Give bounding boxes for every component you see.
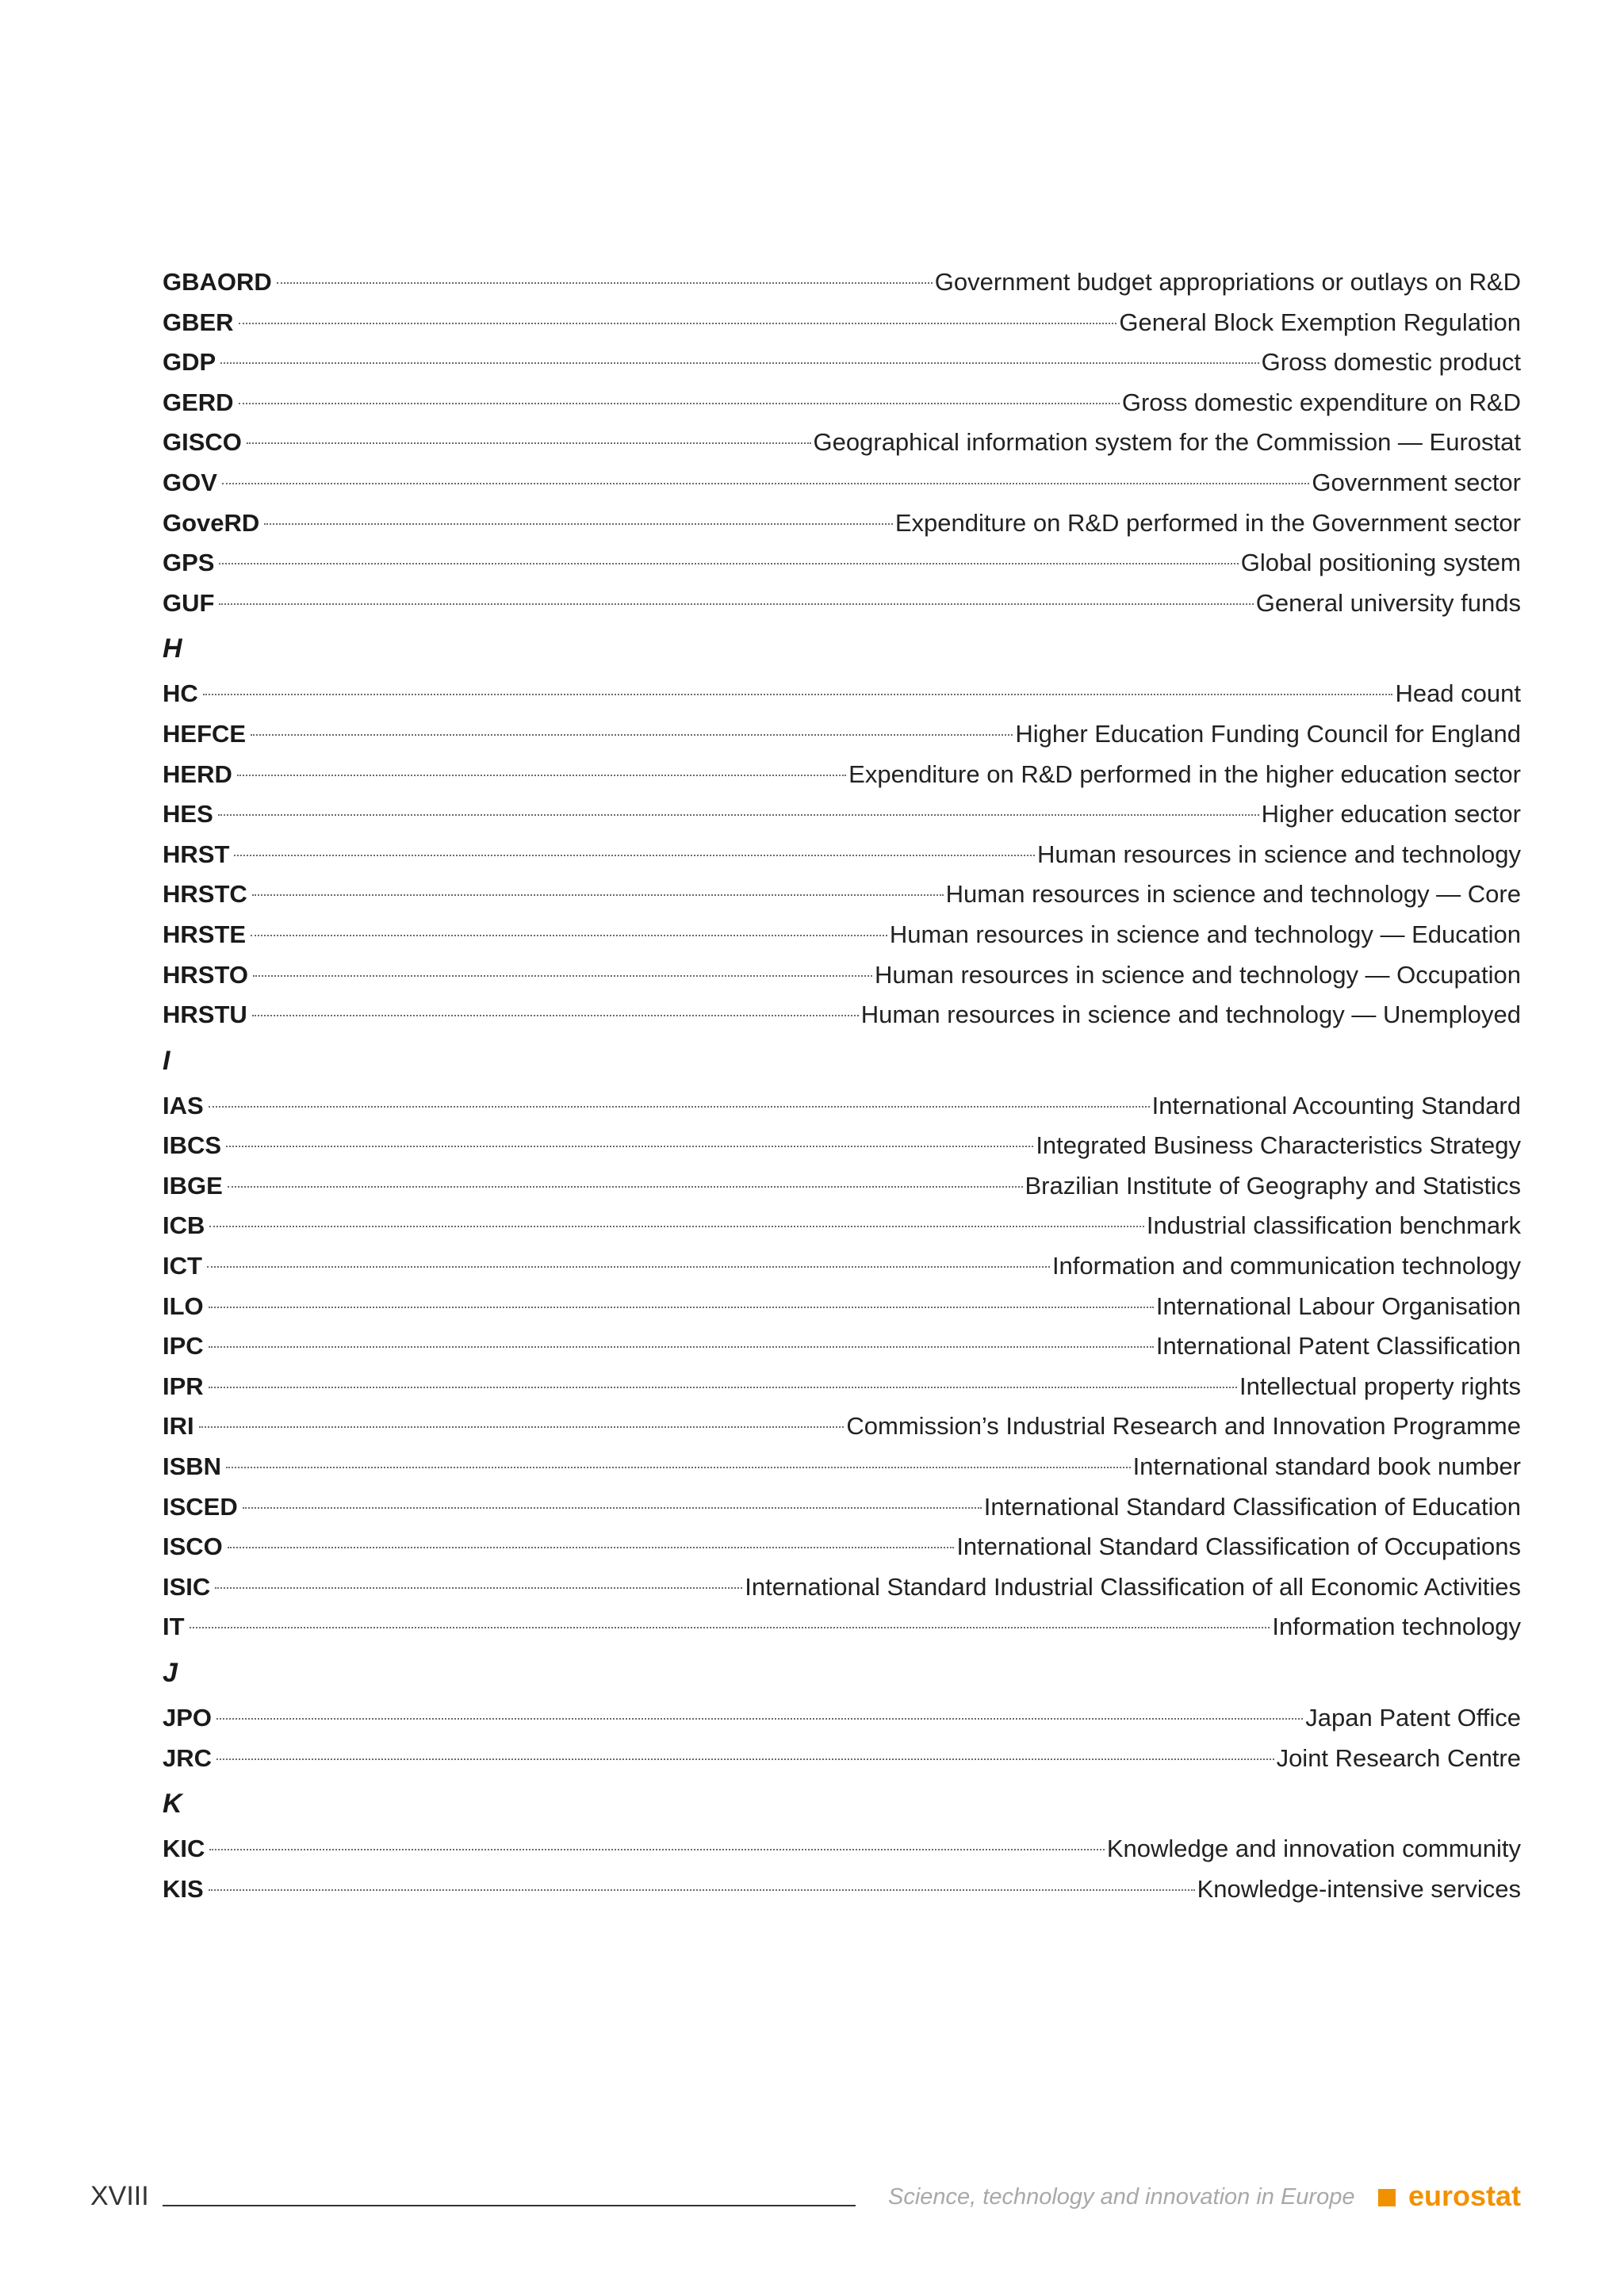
entry-abbreviation: HRSTC (163, 880, 247, 909)
dot-leader (216, 1718, 1303, 1720)
glossary-entry (163, 915, 1521, 955)
dot-leader (209, 1307, 1154, 1308)
dot-leader (219, 563, 1238, 564)
glossary-section (163, 262, 1521, 623)
entry-abbreviation: ISBN (163, 1452, 222, 1481)
dot-leader (252, 1015, 859, 1016)
entry-definition: Knowledge and innovation community (1106, 1835, 1521, 1863)
entry-definition: Commission’s Industrial Research and Innovation Programme (846, 1412, 1521, 1441)
glossary-entry (163, 1567, 1521, 1608)
entry-definition: Information technology (1272, 1613, 1521, 1641)
dot-leader (220, 362, 1258, 364)
dot-leader (216, 1758, 1274, 1760)
entry-abbreviation: HRSTE (163, 920, 247, 948)
glossary-entry (163, 1487, 1521, 1528)
dot-leader (251, 734, 1013, 736)
entry-abbreviation: GOV (163, 468, 217, 496)
dot-leader (203, 694, 1393, 695)
glossary-entry (163, 1739, 1521, 1779)
glossary-entry (163, 463, 1521, 503)
dot-leader (234, 855, 1035, 856)
entry-abbreviation: IRI (163, 1412, 194, 1441)
entry-definition: Integrated Business Characteristics Strategy (1036, 1131, 1521, 1160)
entry-abbreviation: IAS (163, 1091, 204, 1119)
glossary-entry (163, 1829, 1521, 1869)
entry-abbreviation: IPR (163, 1372, 204, 1400)
dot-leader (209, 1346, 1154, 1348)
glossary-entry (163, 1166, 1521, 1207)
glossary-entry (163, 1607, 1521, 1647)
entry-abbreviation: KIC (163, 1835, 205, 1863)
entry-abbreviation: GDP (163, 348, 216, 377)
entry-abbreviation: ISIC (163, 1572, 211, 1601)
dot-leader (226, 1467, 1130, 1468)
publication-title: Science, technology and innovation in Europe (888, 2184, 1355, 2210)
entry-definition: International Standard Industrial Classification of all Economic Activities (745, 1572, 1521, 1601)
entry-definition: Gross domestic product (1261, 348, 1521, 377)
entry-definition: Human resources in science and technology — Education (889, 920, 1521, 948)
glossary-section (163, 1657, 1521, 1778)
glossary-entry (163, 423, 1521, 463)
glossary-entry (163, 1287, 1521, 1327)
dot-leader (215, 1587, 742, 1589)
entry-definition: Human resources in science and technology — Unemployed (860, 1001, 1521, 1029)
logo-square-icon (1378, 2189, 1396, 2206)
entry-abbreviation: GPS (163, 549, 215, 577)
entry-abbreviation: ISCO (163, 1533, 223, 1561)
entry-definition: Expenditure on R&D performed in the Government sector (894, 508, 1521, 537)
entry-definition: Expenditure on R&D performed in the higher education sector (848, 760, 1521, 788)
entry-definition: General Block Exemption Regulation (1119, 308, 1521, 336)
entry-definition: Higher Education Funding Council for England (1015, 719, 1521, 748)
entry-definition: Human resources in science and technology (1036, 840, 1521, 868)
dot-leader (209, 1387, 1237, 1388)
entry-definition: Brazilian Institute of Geography and Statistics (1025, 1171, 1521, 1200)
entry-definition: Global positioning system (1240, 549, 1521, 577)
glossary-list (163, 262, 1521, 1909)
entry-definition: Industrial classification benchmark (1146, 1211, 1521, 1240)
glossary-entry (163, 1406, 1521, 1447)
glossary-entry (163, 383, 1521, 423)
dot-leader (252, 894, 944, 896)
entry-definition: International Standard Classification of Education (983, 1492, 1521, 1521)
glossary-entry (163, 1246, 1521, 1287)
section-letter: K (163, 1789, 182, 1820)
logo-text: eurostat (1408, 2179, 1521, 2212)
dot-leader (253, 975, 872, 977)
dot-leader (209, 1889, 1195, 1891)
dot-leader (237, 775, 846, 776)
page-footer (90, 2176, 1521, 2216)
dot-leader (209, 1226, 1144, 1227)
dot-leader (251, 935, 887, 936)
entry-definition: Japan Patent Office (1305, 1704, 1521, 1732)
entry-definition: International Standard Classification of Occupations (956, 1533, 1521, 1561)
entry-abbreviation: HRSTU (163, 1001, 247, 1029)
section-letter: J (163, 1658, 178, 1688)
entry-abbreviation: GUF (163, 588, 215, 617)
dot-leader (239, 403, 1120, 404)
dot-leader (247, 442, 811, 444)
section-letter: I (163, 1045, 170, 1076)
entry-abbreviation: IBGE (163, 1171, 223, 1200)
entry-definition: Human resources in science and technology — Occupation (874, 960, 1521, 989)
glossary-section (163, 1045, 1521, 1647)
entry-abbreviation: GERD (163, 388, 234, 416)
entry-definition: Intellectual property rights (1239, 1372, 1521, 1400)
entry-abbreviation: GISCO (163, 428, 242, 457)
entry-definition: Head count (1395, 679, 1521, 708)
glossary-entry (163, 262, 1521, 303)
entry-definition: International standard book number (1132, 1452, 1521, 1481)
dot-leader (199, 1426, 845, 1428)
entry-definition: Joint Research Centre (1276, 1743, 1521, 1772)
glossary-entry (163, 1206, 1521, 1246)
glossary-entry (163, 1126, 1521, 1166)
entry-definition: Human resources in science and technology — Core (945, 880, 1521, 909)
entry-definition: Higher education sector (1261, 800, 1521, 828)
glossary-entry (163, 543, 1521, 584)
entry-abbreviation: HRST (163, 840, 230, 868)
entry-abbreviation: KIS (163, 1874, 204, 1903)
glossary-entry (163, 714, 1521, 755)
glossary-entry (163, 1447, 1521, 1487)
entry-abbreviation: ICB (163, 1211, 205, 1240)
entry-definition: Government sector (1312, 468, 1521, 496)
entry-definition: International Labour Organisation (1155, 1292, 1521, 1320)
glossary-entry (163, 503, 1521, 544)
dot-leader (218, 814, 1259, 816)
entry-abbreviation: HEFCE (163, 719, 247, 748)
glossary-entry (163, 1698, 1521, 1739)
entry-abbreviation: IBCS (163, 1131, 222, 1160)
page-number: XVIII (90, 2181, 149, 2211)
dot-leader (207, 1266, 1050, 1268)
entry-definition: International Accounting Standard (1151, 1091, 1521, 1119)
eurostat-logo (1378, 2176, 1521, 2216)
dot-leader (239, 323, 1117, 324)
glossary-section (163, 1788, 1521, 1909)
glossary-section (163, 633, 1521, 1035)
entry-definition: Geographical information system for the Commission — Eurostat (813, 428, 1521, 457)
entry-abbreviation: HRSTO (163, 960, 248, 989)
glossary-entry (163, 584, 1521, 624)
dot-leader (226, 1146, 1033, 1147)
dot-leader (277, 282, 933, 284)
glossary-entry (163, 1326, 1521, 1367)
footer-rule (163, 2205, 856, 2206)
glossary-entry (163, 835, 1521, 875)
entry-abbreviation: ILO (163, 1292, 204, 1320)
entry-abbreviation: IT (163, 1613, 185, 1641)
glossary-entry (163, 674, 1521, 714)
entry-abbreviation: IPC (163, 1332, 204, 1360)
entry-abbreviation: JPO (163, 1704, 213, 1732)
dot-leader (264, 523, 893, 525)
dot-leader (209, 1106, 1150, 1108)
glossary-entry (163, 995, 1521, 1035)
entry-definition: Information and communication technology (1051, 1252, 1521, 1280)
glossary-entry (163, 342, 1521, 383)
dot-leader (209, 1849, 1104, 1850)
dot-leader (228, 1547, 955, 1548)
entry-abbreviation: JRC (163, 1743, 213, 1772)
glossary-entry (163, 755, 1521, 795)
entry-abbreviation: GoveRD (163, 508, 260, 537)
section-letter: H (163, 633, 182, 664)
entry-definition: Knowledge-intensive services (1197, 1874, 1521, 1903)
glossary-entry (163, 955, 1521, 996)
glossary-entry (163, 1527, 1521, 1567)
entry-abbreviation: GBAORD (163, 268, 272, 296)
entry-definition: Government budget appropriations or outlays on R&D (934, 268, 1521, 296)
entry-abbreviation: HES (163, 800, 213, 828)
entry-definition: Gross domestic expenditure on R&D (1121, 388, 1521, 416)
dot-leader (222, 483, 1309, 484)
entry-definition: International Patent Classification (1155, 1332, 1521, 1360)
glossary-entry (163, 1086, 1521, 1127)
glossary-entry (163, 874, 1521, 915)
dot-leader (243, 1507, 982, 1509)
entry-abbreviation: ISCED (163, 1492, 238, 1521)
glossary-entry (163, 1367, 1521, 1407)
dot-leader (228, 1186, 1023, 1188)
glossary-entry (163, 1869, 1521, 1910)
glossary-entry (163, 303, 1521, 343)
entry-abbreviation: HC (163, 679, 198, 708)
entry-abbreviation: HERD (163, 760, 232, 788)
glossary-entry (163, 794, 1521, 835)
entry-abbreviation: GBER (163, 308, 234, 336)
entry-definition: General university funds (1255, 588, 1521, 617)
dot-leader (219, 603, 1253, 605)
entry-abbreviation: ICT (163, 1252, 202, 1280)
dot-leader (190, 1627, 1270, 1628)
